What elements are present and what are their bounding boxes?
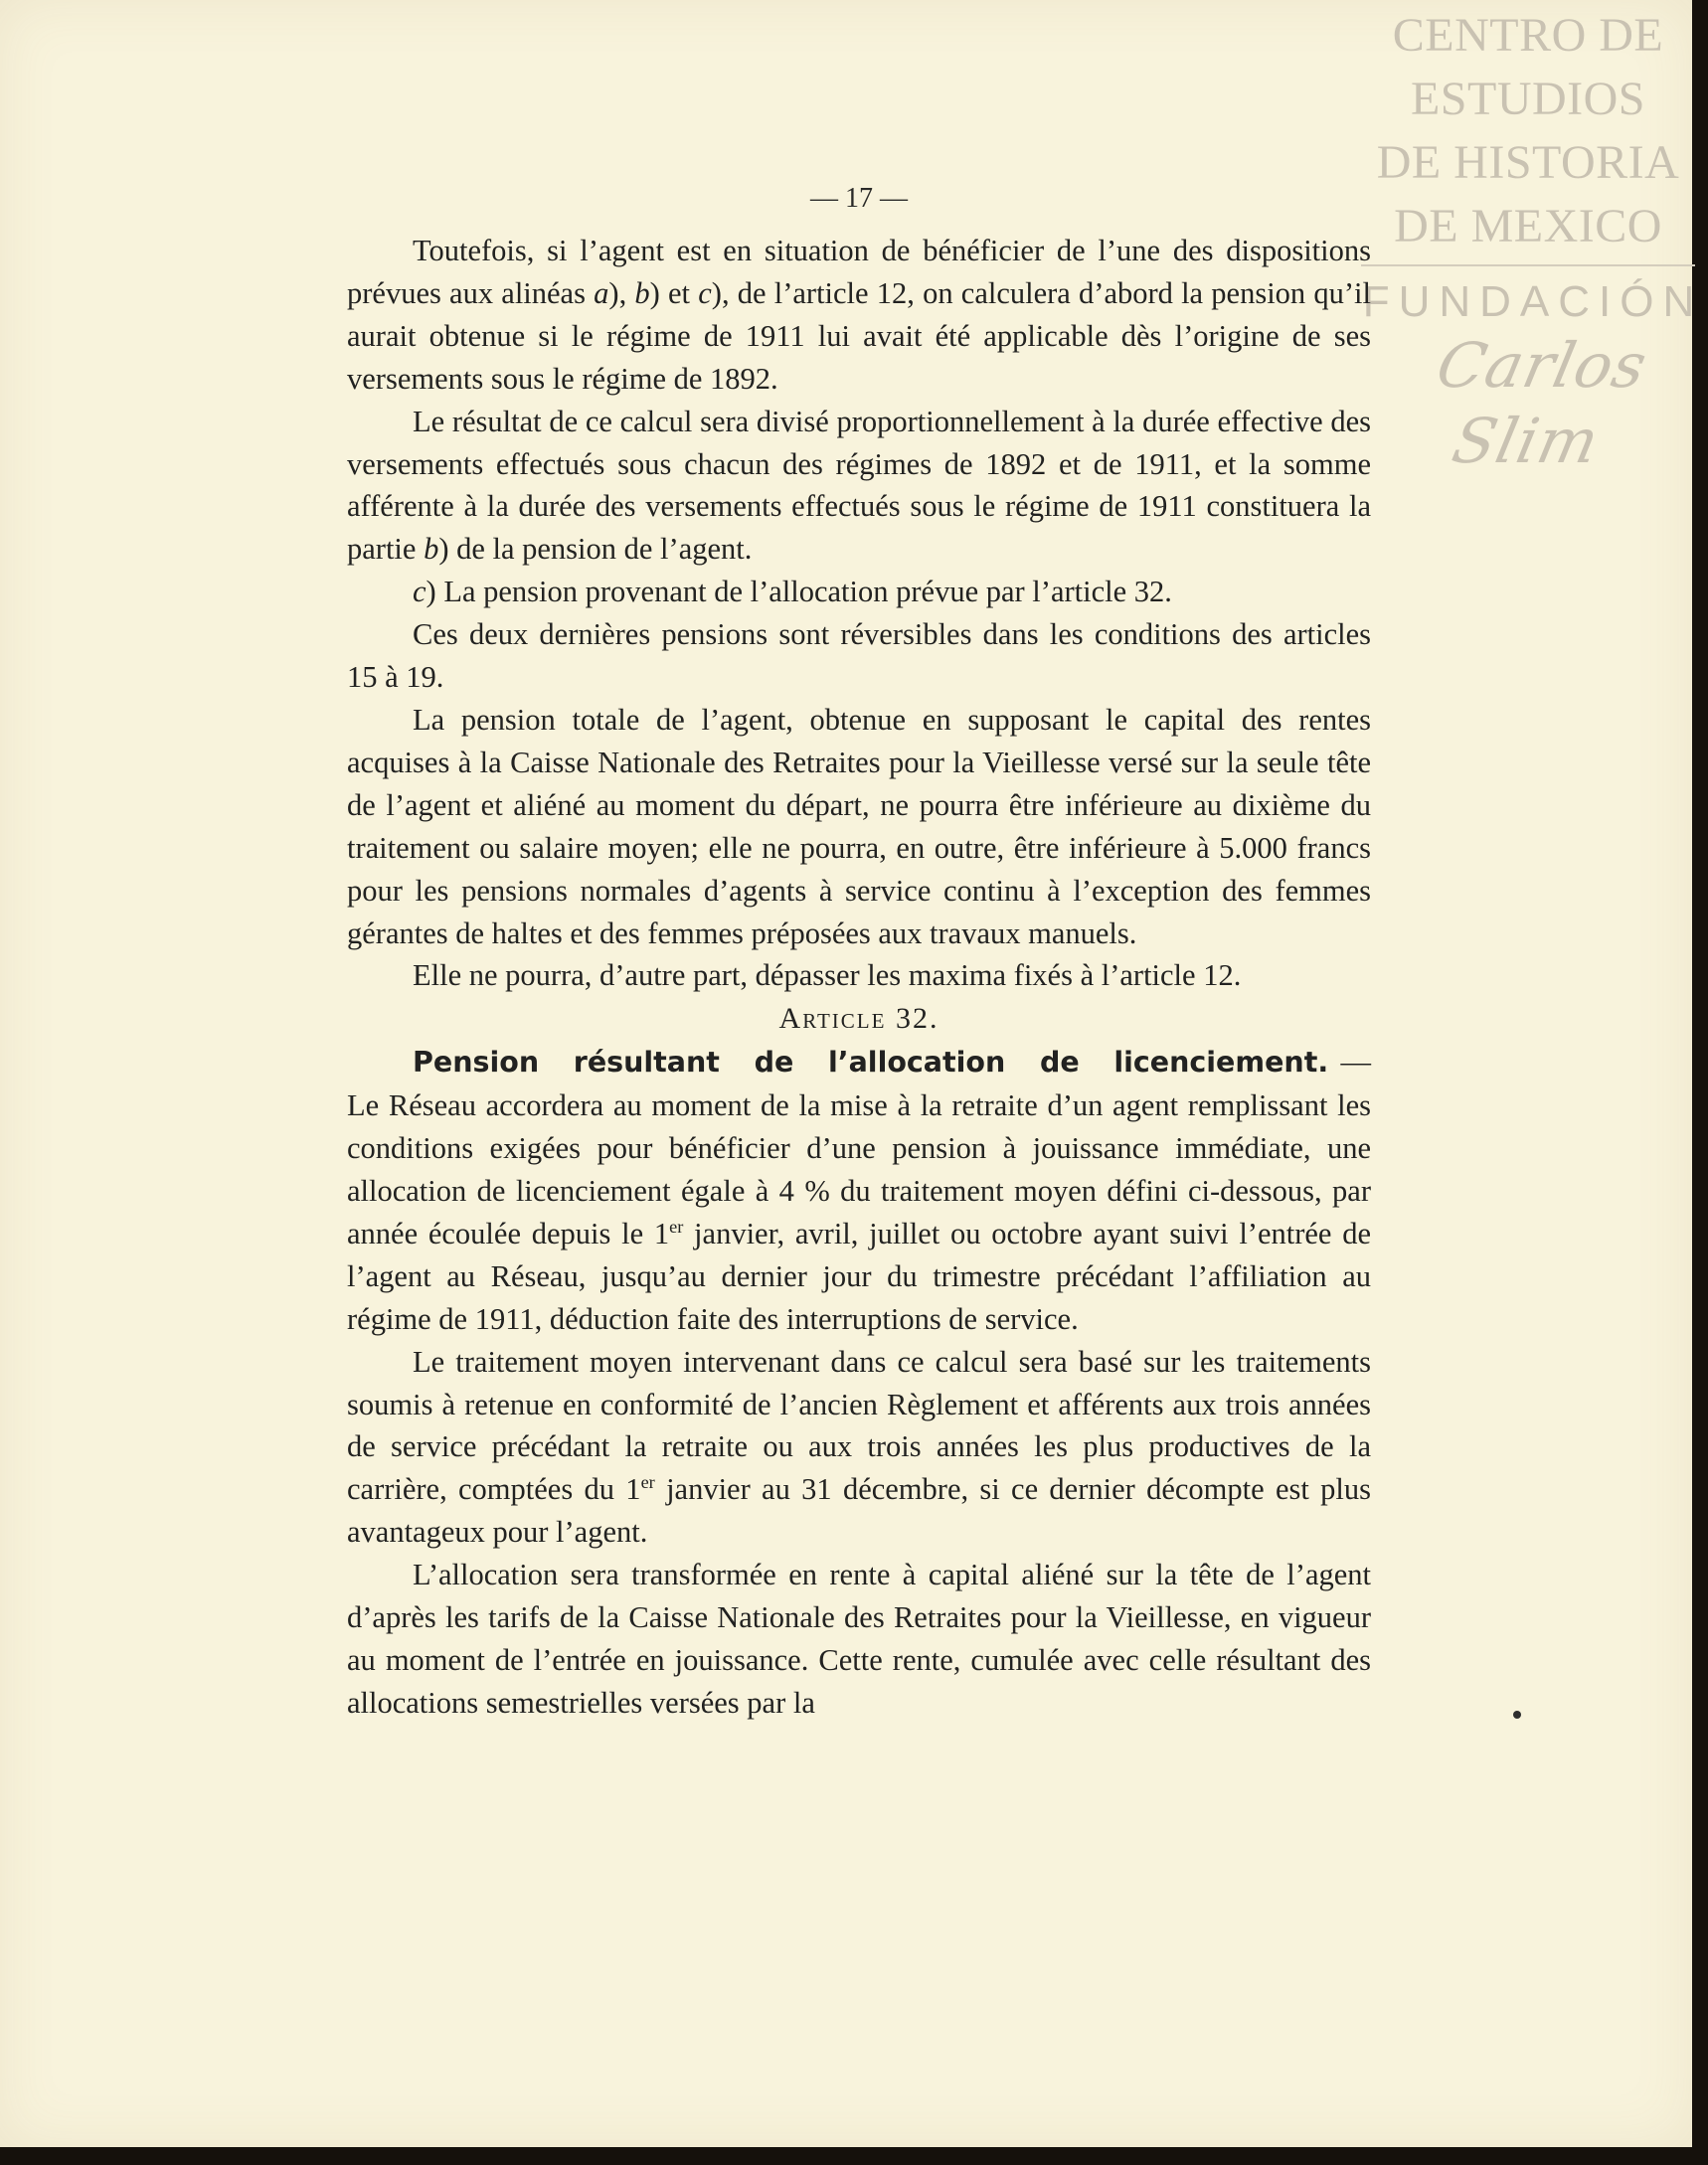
p1-text-end: ), de l’article 12, on calculera d’abord la pension qu’il aurait obtenue si le régime de 1911 lui avait été applicable dès l’origine de ses versements sous le régime de 1892. <box>347 275 1371 396</box>
watermark-line-2: ESTUDIOS <box>1410 73 1645 125</box>
paragraph-6: Elle ne pourra, d’autre part, dépasser les maxima fixés à l’article 12. <box>413 958 1242 993</box>
paragraph-5: La pension totale de l’agent, obtenue en supposant le capital des rentes acquises à la Caisse Nationale des Retraites pour la Vieillesse versé sur la seule tête de l’agent et aliéné au moment du départ, ne pourra être inférieure au dixième du traitement ou salaire moyen; elle ne pourra, en outre, être inférieure à 5.000 francs pour les pensions normales d’agents à service continu à l’exception des femmes gérantes de haltes et des femmes préposées aux travaux manuels. <box>347 702 1371 950</box>
article-heading: Article 32. <box>778 1002 939 1036</box>
p7-text-start: — Le Réseau accordera au moment de la mise à la retraite d’un agent remplissant les conditions exigées pour bénéficier d’une pension à jouissance immédiate, une allocation de licenciement égale à 4 % du traitement moyen défini ci-dessous, par année écoulée depuis le 1 <box>347 1045 1372 1250</box>
p3-text: ) La pension provenant de l’allocation prévue par l’article 32. <box>426 575 1172 609</box>
p8-text-end: janvier au 31 décembre, si ce dernier décompte est plus avantageux pour l’agent. <box>347 1472 1371 1550</box>
p1-text-ab: ), <box>608 275 635 310</box>
p1-letter-a: a <box>594 275 609 310</box>
p1-text-start: Toutefois, si l’agent est en situation de bénéficier de l’une des dispositions prévues aux alinéas <box>347 234 1371 310</box>
watermark-line-4: DE MEXICO <box>1394 200 1662 252</box>
watermark-foundation: FUNDACIÓN <box>1362 277 1704 326</box>
paragraph-4: Ces deux dernières pensions sont réversibles dans les conditions des articles 15 à 19. <box>347 617 1371 695</box>
p7-superscript: er <box>669 1216 684 1237</box>
paragraph-1 <box>347 230 1371 401</box>
page-number: — 17 — <box>810 183 908 214</box>
watermark-divider <box>1361 264 1695 266</box>
watermark-line-3: DE HISTORIA <box>1376 136 1680 189</box>
p3-letter-c: c <box>413 575 427 609</box>
paragraph-7 <box>347 1041 1371 1340</box>
body-text <box>347 230 1371 1725</box>
article-lead-title: Pension résultant de l’allocation de licenciement. <box>413 1046 1329 1080</box>
archive-watermark <box>1348 4 1708 479</box>
paragraph-9: L’allocation sera transformée en rente à capital aliéné sur la tête de l’agent d’après les tarifs de la Caisse Nationale des Retraites pour la Vieillesse, en vigueur au moment de l’entrée en jouissance. Cette rente, cumulée avec celle résultant des allocations semestrielles versées par la <box>347 1558 1371 1720</box>
p1-text-bc: ) et <box>649 275 699 310</box>
p8-superscript: er <box>640 1472 655 1493</box>
p1-letter-b: b <box>634 275 650 310</box>
watermark-signature: Carlos Slim <box>1430 329 1654 477</box>
p2-text-end: ) de la pension de l’agent. <box>438 532 753 567</box>
p8-text-start: Le traitement moyen intervenant dans ce calcul sera basé sur les traitements soumis à retenue en conformité de l’ancien Règlement et afférents aux trois années de service précédant la retraite ou aux trois années les plus productives de la carrière, comptées du 1 <box>347 1344 1371 1507</box>
p7-text-end: janvier, avril, juillet ou octobre ayant suivi l’entrée de l’agent au Réseau, jusqu’au dernier jour du trimestre précédant l’affiliation au régime de 1911, déduction faite des interruptions de service. <box>347 1216 1371 1336</box>
paragraph-3 <box>347 571 1371 613</box>
p2-letter-b: b <box>424 532 439 567</box>
p2-text-start: Le résultat de ce calcul sera divisé proportionnellement à la durée effective des versements effectués sous chacun des régimes de 1892 et de 1911, et la somme afférente à la durée des versements effectués sous le régime de 1911 constituera la partie <box>347 404 1371 567</box>
p1-letter-c: c <box>698 275 712 310</box>
paragraph-2 <box>347 401 1371 572</box>
paragraph-8 <box>347 1341 1371 1555</box>
watermark-line-1: CENTRO DE <box>1392 9 1664 62</box>
ink-dot <box>1513 1711 1521 1719</box>
